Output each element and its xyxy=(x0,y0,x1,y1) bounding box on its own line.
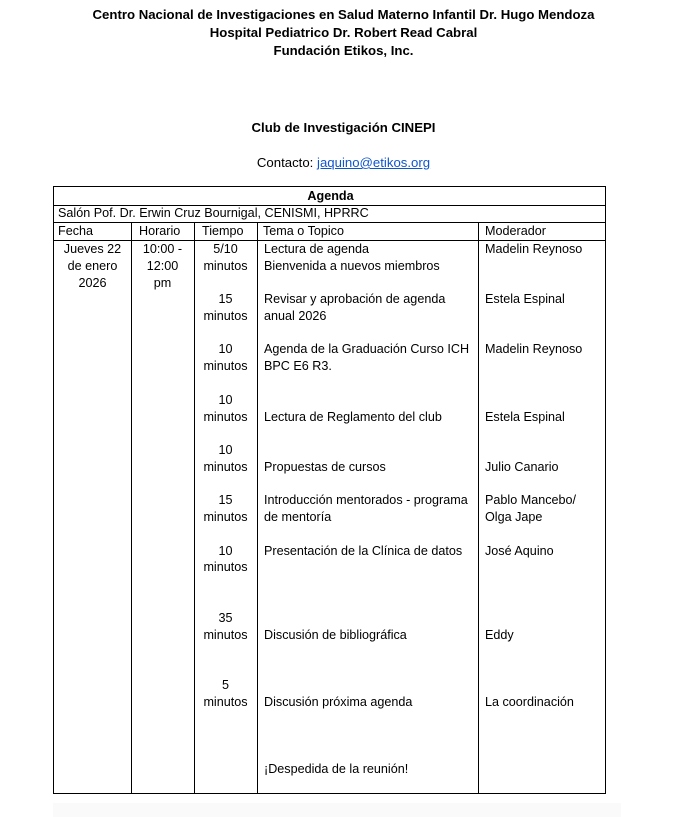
tema-line: Revisar y aprobación de agenda xyxy=(264,292,446,306)
tiempo-value: 10 xyxy=(218,342,233,356)
tema-line: Bienvenida a nuevos miembros xyxy=(264,259,440,273)
tema-line: Propuestas de cursos xyxy=(264,460,386,474)
tiempo-unit: minutos xyxy=(203,410,248,424)
tiempo-value: 35 xyxy=(218,611,233,625)
tema-line: Introducción mentorados - programa xyxy=(264,493,468,507)
moderador-name: Madelin Reynoso xyxy=(485,342,583,356)
institution-name: Centro Nacional de Investigaciones en Salud Materno Infantil Dr. Hugo Mendoza xyxy=(92,7,595,22)
contact-label: Contacto: xyxy=(256,155,318,170)
tiempo-value: 10 xyxy=(218,443,233,457)
foundation-name: Fundación Etikos, Inc. xyxy=(273,43,414,58)
column-header-tema: Tema o Topico xyxy=(263,224,344,238)
tiempo-unit: minutos xyxy=(203,359,248,373)
club-title: Club de Investigación CINEPI xyxy=(251,120,436,135)
tiempo-unit: minutos xyxy=(203,695,248,709)
column-header-tiempo: Tiempo xyxy=(202,224,244,238)
hospital-name: Hospital Pediatrico Dr. Robert Read Cabral xyxy=(209,25,478,40)
tiempo-unit: minutos xyxy=(203,259,248,273)
column-header-moderador: Moderador xyxy=(485,224,546,238)
moderador-name: Pablo Mancebo/ xyxy=(485,493,577,507)
agenda-location: Salón Pof. Dr. Erwin Cruz Bournigal, CENISMI, HPRRC xyxy=(58,206,369,220)
tema-line: anual 2026 xyxy=(264,309,327,323)
tiempo-unit: minutos xyxy=(203,309,248,323)
fecha-line: Jueves 22 xyxy=(63,242,122,256)
tiempo-value: 15 xyxy=(218,493,233,507)
agenda-table xyxy=(53,186,606,794)
contact-email-link[interactable]: jaquino@etikos.org xyxy=(317,155,431,170)
moderador-name: Madelin Reynoso xyxy=(485,242,583,256)
contact-line xyxy=(0,154,687,171)
divider xyxy=(257,222,258,793)
moderador-name: Estela Espinal xyxy=(485,410,565,424)
tiempo-unit: minutos xyxy=(203,628,248,642)
tema-line: Discusión de bibliográfica xyxy=(264,628,407,642)
page-bottom-strip xyxy=(53,803,621,817)
moderador-name: Eddy xyxy=(485,628,514,642)
moderador-name: Estela Espinal xyxy=(485,292,565,306)
tema-line: Agenda de la Graduación Curso ICH xyxy=(264,342,470,356)
tema-line: Lectura de agenda xyxy=(264,242,370,256)
tema-line: BPC E6 R3. xyxy=(264,359,332,373)
fecha-line: de enero xyxy=(67,259,118,273)
tiempo-unit: minutos xyxy=(203,460,248,474)
agenda-title: Agenda xyxy=(307,189,354,203)
tiempo-value: 10 xyxy=(218,544,233,558)
column-header-horario: Horario xyxy=(139,224,181,238)
tema-line: Discusión próxima agenda xyxy=(264,695,413,709)
divider xyxy=(131,222,132,793)
horario-line: pm xyxy=(153,276,172,290)
horario-line: 12:00 xyxy=(146,259,179,273)
moderador-name: La coordinación xyxy=(485,695,574,709)
tema-line: de mentoría xyxy=(264,510,332,524)
column-header-fecha: Fecha xyxy=(58,224,94,238)
tiempo-value: 15 xyxy=(218,292,233,306)
tiempo-value: 10 xyxy=(218,393,233,407)
fecha-line: 2026 xyxy=(78,276,107,290)
moderador-name: Julio Canario xyxy=(485,460,559,474)
closing-note: ¡Despedida de la reunión! xyxy=(264,762,409,776)
tiempo-unit: minutos xyxy=(203,560,248,574)
moderador-name: Olga Jape xyxy=(485,510,543,524)
tiempo-value: 5/10 xyxy=(213,242,238,256)
tema-line: Lectura de Reglamento del club xyxy=(264,410,442,424)
tema-line: Presentación de la Clínica de datos xyxy=(264,544,463,558)
moderador-name: José Aquino xyxy=(485,544,554,558)
tiempo-value: 5 xyxy=(221,678,229,692)
divider xyxy=(478,222,479,793)
tiempo-unit: minutos xyxy=(203,510,248,524)
horario-line: 10:00 - xyxy=(142,242,183,256)
